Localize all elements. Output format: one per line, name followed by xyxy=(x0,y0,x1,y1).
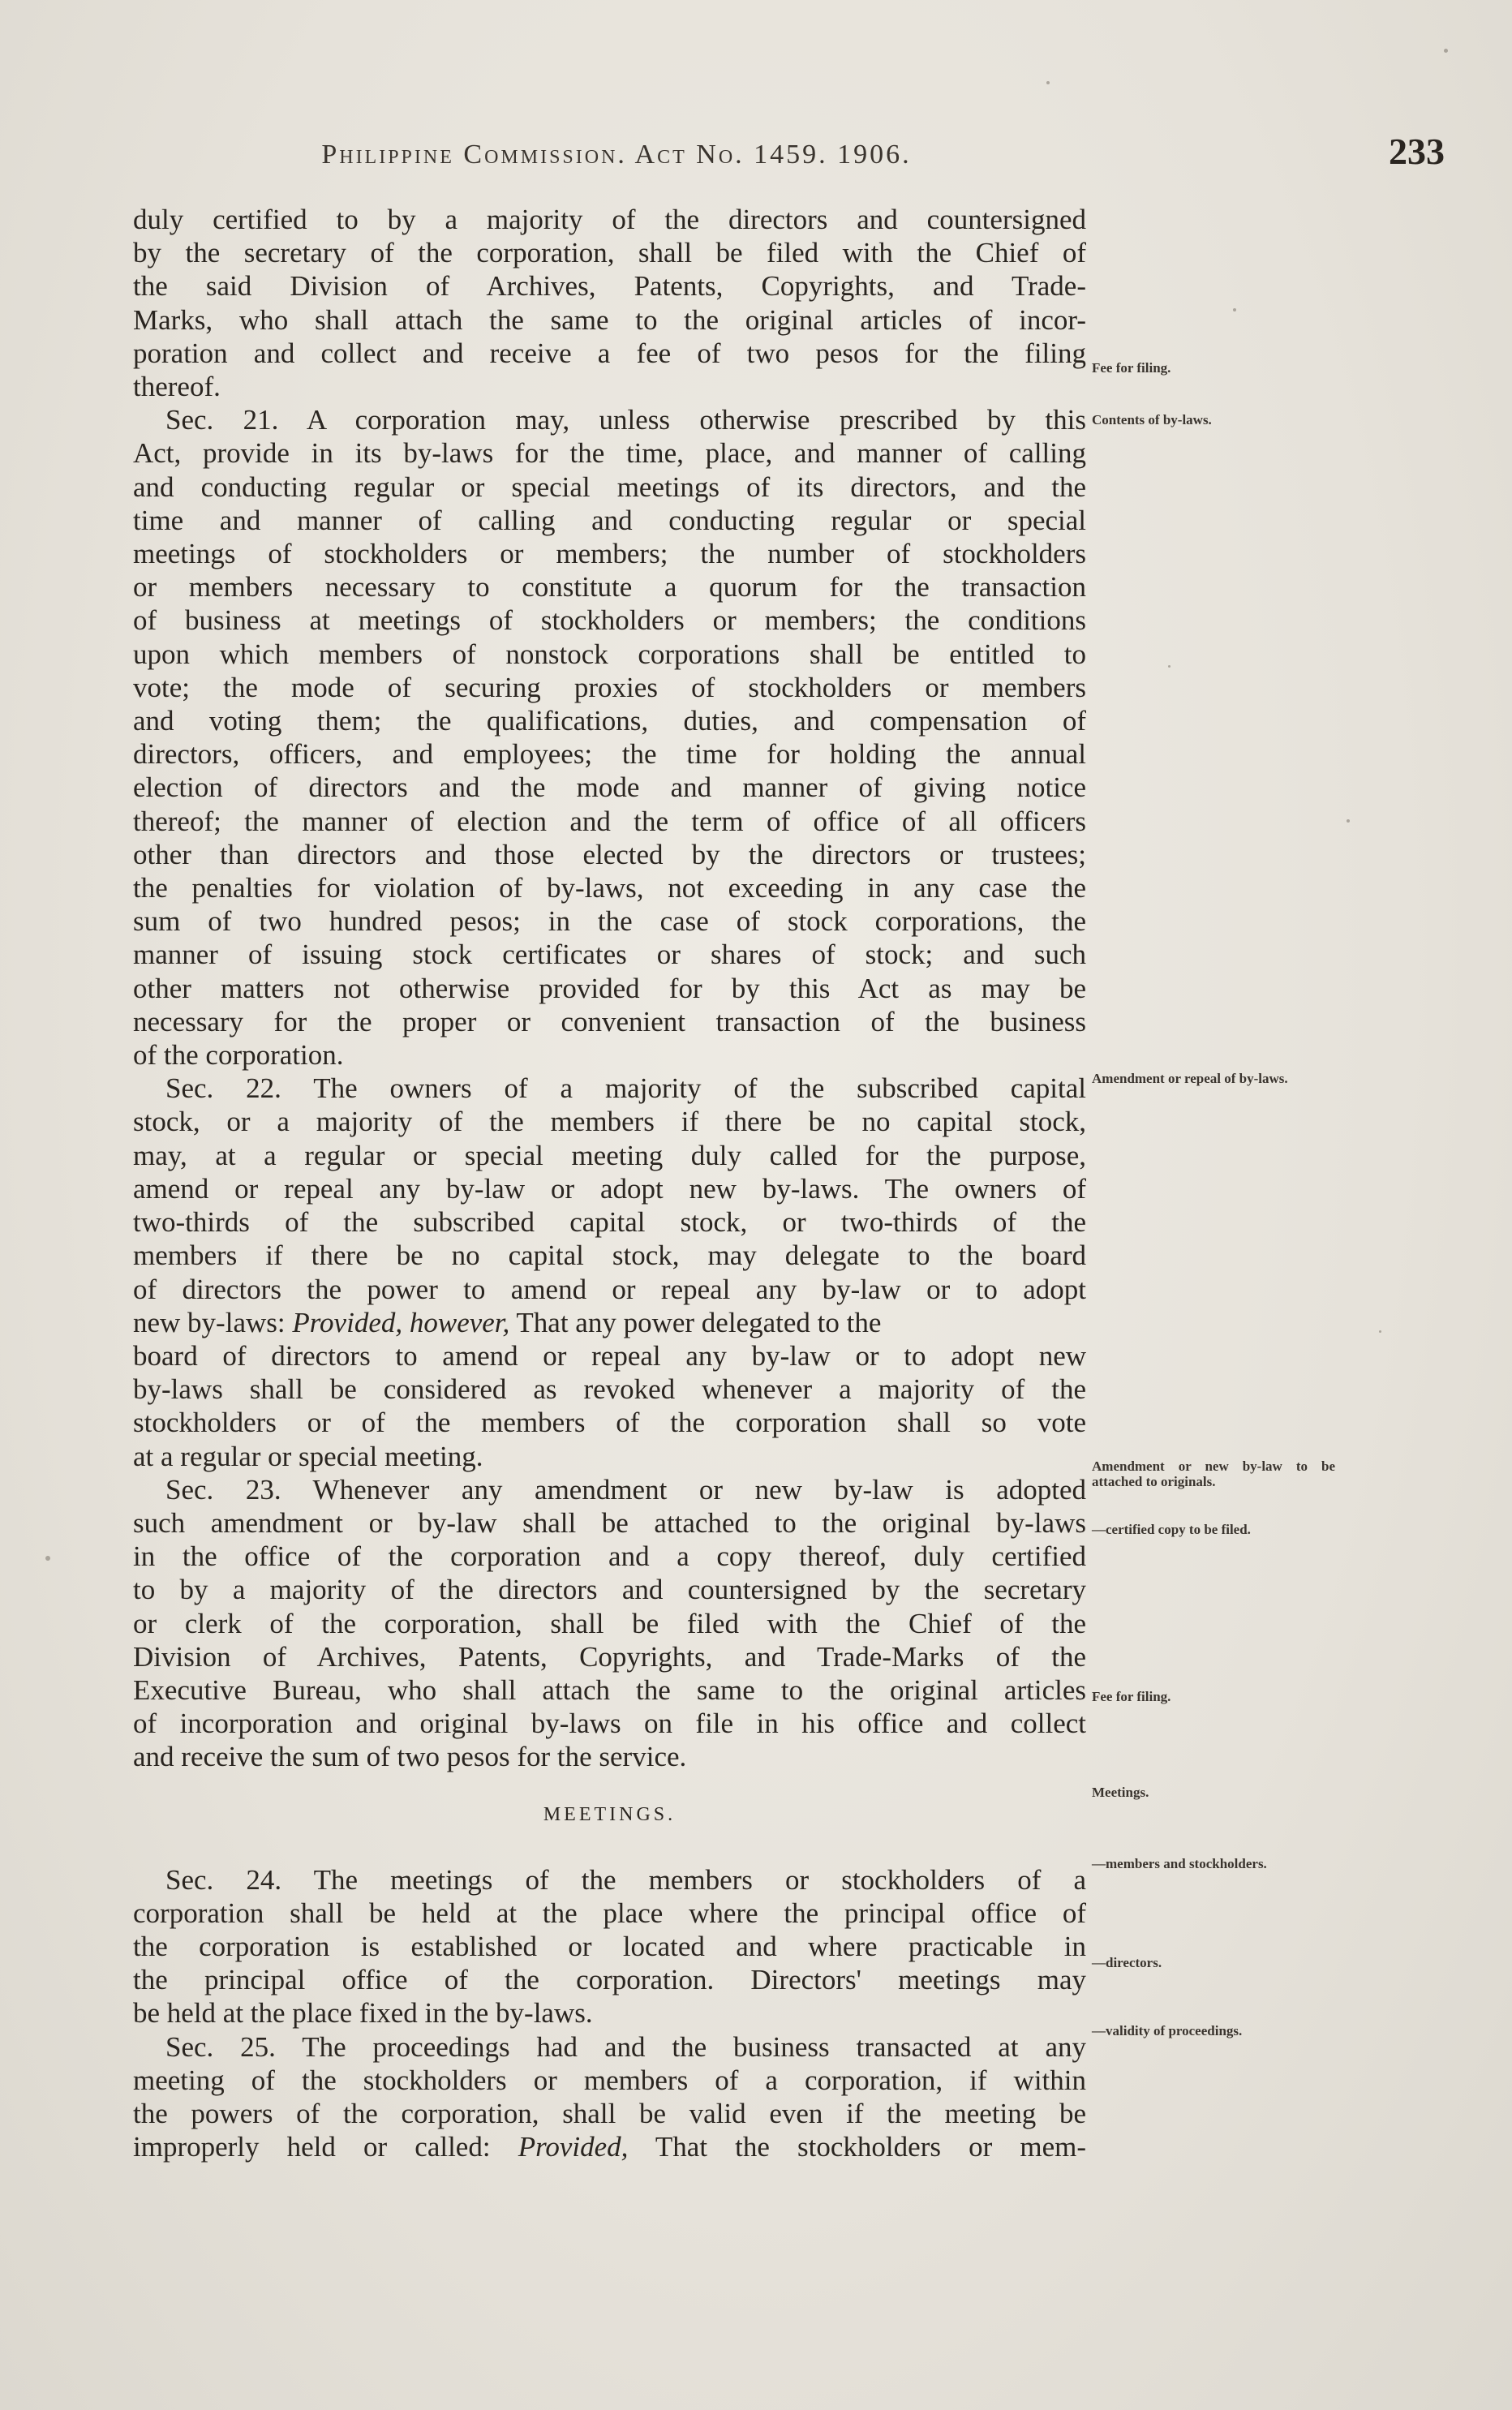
text-line: such amendment or by-law shall be attached to the original by-laws xyxy=(133,1506,1086,1539)
section-22 xyxy=(133,1072,1086,1472)
text-line: board of directors to amend or repeal any by-law or to adopt new xyxy=(133,1339,1086,1372)
text-line: poration and collect and receive a fee of two pesos for the filing xyxy=(133,337,1086,369)
text-line: by-laws shall be considered as revoked whenever a majority of the xyxy=(133,1373,1086,1406)
text-line: the said Division of Archives, Patents, Copyrights, and Trade- xyxy=(133,270,1086,303)
margin-note-members-stockholders: —members and stockholders. xyxy=(1092,1856,1267,1871)
section-23 xyxy=(133,1473,1086,1774)
text-line: members if there be no capital stock, may delegate to the board xyxy=(133,1239,1086,1272)
text-line: other than directors and those elected by the directors or trustees; xyxy=(133,838,1086,870)
text-line: the powers of the corporation, shall be valid even if the meeting be xyxy=(133,2097,1086,2129)
text-line: may, at a regular or special meeting duly called for the purpose, xyxy=(133,1139,1086,1171)
text-line: at a regular or special meeting. xyxy=(133,1440,483,1472)
section-24 xyxy=(133,1863,1086,2030)
text-line: Sec. 21. A corporation may, unless otherwise prescribed by this xyxy=(165,404,1086,436)
text-line: of business at meetings of stockholders or members; the conditions xyxy=(133,604,1086,637)
section-heading-meetings: MEETINGS. xyxy=(543,1803,677,1825)
text-line: Division of Archives, Patents, Copyrights, and Trade-Marks of the xyxy=(133,1640,1086,1673)
scan-speck xyxy=(1233,308,1236,311)
text-line: in the office of the corporation and a copy thereof, duly certified xyxy=(133,1540,1086,1573)
text-line: the principal office of the corporation. Directors' meetings may xyxy=(133,1964,1086,1996)
margin-note-validity: —validity of proceedings. xyxy=(1092,2023,1243,2038)
text-line: meeting of the stockholders or members of a corporation, if within xyxy=(133,2064,1086,2096)
text-line: to by a majority of the directors and countersigned by the secretary xyxy=(133,1574,1086,1606)
text-line: of the corporation. xyxy=(133,1039,344,1072)
scan-speck xyxy=(1444,49,1448,53)
text-line: Executive Bureau, who shall attach the same to the original articles xyxy=(133,1673,1086,1706)
text-line: corporation shall be held at the place where the principal office of xyxy=(133,1897,1086,1929)
text-line xyxy=(133,1306,1086,1339)
text-line: the penalties for violation of by-laws, not exceeding in any case the xyxy=(133,872,1086,904)
text-line: and conducting regular or special meetings of its directors, and the xyxy=(133,470,1086,503)
text-fragment: That the stockholders or mem- xyxy=(628,2131,1086,2163)
margin-note-fee-for-filing-2: Fee for filing. xyxy=(1092,1689,1171,1704)
text-line: manner of issuing stock certificates or shares of stock; and such xyxy=(133,939,1086,971)
scan-speck xyxy=(1379,1330,1381,1333)
text-fragment: improperly held or called: xyxy=(133,2131,518,2163)
text-line: Act, provide in its by-laws for the time, place, and manner of calling xyxy=(133,437,1086,470)
text-line: Sec. 22. The owners of a majority of the subscribed capital xyxy=(165,1072,1086,1105)
text-line: and receive the sum of two pesos for the service. xyxy=(133,1741,687,1773)
text-line: directors, officers, and employees; the time for holding the annual xyxy=(133,738,1086,771)
text-line: thereof. xyxy=(133,371,221,403)
margin-note-certified-copy: —certified copy to be filed. xyxy=(1092,1522,1251,1537)
text-line: Sec. 24. The meetings of the members or stockholders of a xyxy=(165,1863,1086,1896)
paragraph-continuation xyxy=(133,203,1086,403)
margin-note-contents-of-bylaws: Contents of by-laws. xyxy=(1092,412,1212,427)
text-line: meetings of stockholders or members; the number of stockholders xyxy=(133,538,1086,570)
text-line: upon which members of nonstock corporations shall be entitled to xyxy=(133,638,1086,670)
margin-note-amendment-attached: Amendment or new by-law to be attached to originals. xyxy=(1092,1458,1335,1489)
text-line: two-thirds of the subscribed capital stock, or two-thirds of the xyxy=(133,1206,1086,1239)
text-line: by the secretary of the corporation, shall be filed with the Chief of xyxy=(133,237,1086,269)
page-number: 233 xyxy=(1389,131,1445,172)
text-line: Marks, who shall attach the same to the original articles of incor- xyxy=(133,303,1086,336)
margin-note-meetings: Meetings. xyxy=(1092,1785,1149,1800)
margin-note-directors: —directors. xyxy=(1092,1955,1162,1970)
text-line: duly certified to by a majority of the directors and countersigned xyxy=(133,204,1086,235)
italic-proviso: Provided, xyxy=(518,2131,629,2163)
section-25 xyxy=(133,2030,1086,2164)
text-line: amend or repeal any by-law or adopt new by-laws. The owners of xyxy=(133,1172,1086,1205)
body-text xyxy=(133,203,1086,2163)
italic-proviso: Provided, however, xyxy=(292,1306,510,1338)
margin-note-fee-for-filing: Fee for filing. xyxy=(1092,360,1171,376)
text-fragment: That any power delegated to the xyxy=(509,1306,882,1338)
text-line: the corporation is established or located and where practicable in xyxy=(133,1930,1086,1962)
text-line: election of directors and the mode and manner of giving notice xyxy=(133,771,1086,804)
text-line xyxy=(133,2130,1086,2163)
text-line: thereof; the manner of election and the term of office of all officers xyxy=(133,805,1086,837)
scan-speck xyxy=(1168,665,1171,668)
text-line: sum of two hundred pesos; in the case of stock corporations, the xyxy=(133,905,1086,938)
text-line: of directors the power to amend or repeal any by-law or to adopt xyxy=(133,1273,1086,1305)
text-line: or clerk of the corporation, shall be filed with the Chief of the xyxy=(133,1607,1086,1639)
text-line: or members necessary to constitute a quorum for the transaction xyxy=(133,571,1086,604)
text-line: stock, or a majority of the members if there be no capital stock, xyxy=(133,1106,1086,1138)
text-line: stockholders or of the members of the corporation shall so vote xyxy=(133,1407,1086,1439)
running-head: Philippine Commission. Act No. 1459. 1906. xyxy=(321,140,912,170)
margin-note-amendment-or-repeal: Amendment or repeal of by-laws. xyxy=(1092,1071,1288,1086)
scan-speck xyxy=(1046,81,1050,84)
text-line: and voting them; the qualifications, duties, and compensation of xyxy=(133,705,1086,737)
scan-speck xyxy=(1347,819,1350,823)
text-line: be held at the place fixed in the by-laws. xyxy=(133,1997,593,2030)
text-line: necessary for the proper or convenient transaction of the business xyxy=(133,1005,1086,1037)
text-line: other matters not otherwise provided for by this Act as may be xyxy=(133,972,1086,1004)
scan-speck xyxy=(45,1556,50,1561)
text-line: of incorporation and original by-laws on file in his office and collect xyxy=(133,1708,1086,1740)
section-21 xyxy=(133,403,1086,1072)
text-line: time and manner of calling and conducting regular or special xyxy=(133,504,1086,536)
text-fragment: new by-laws: xyxy=(133,1306,293,1338)
text-line: Sec. 25. The proceedings had and the business transacted at any xyxy=(165,2030,1086,2063)
text-line: Sec. 23. Whenever any amendment or new by-law is adopted xyxy=(165,1473,1086,1506)
text-line: vote; the mode of securing proxies of stockholders or members xyxy=(133,671,1086,703)
